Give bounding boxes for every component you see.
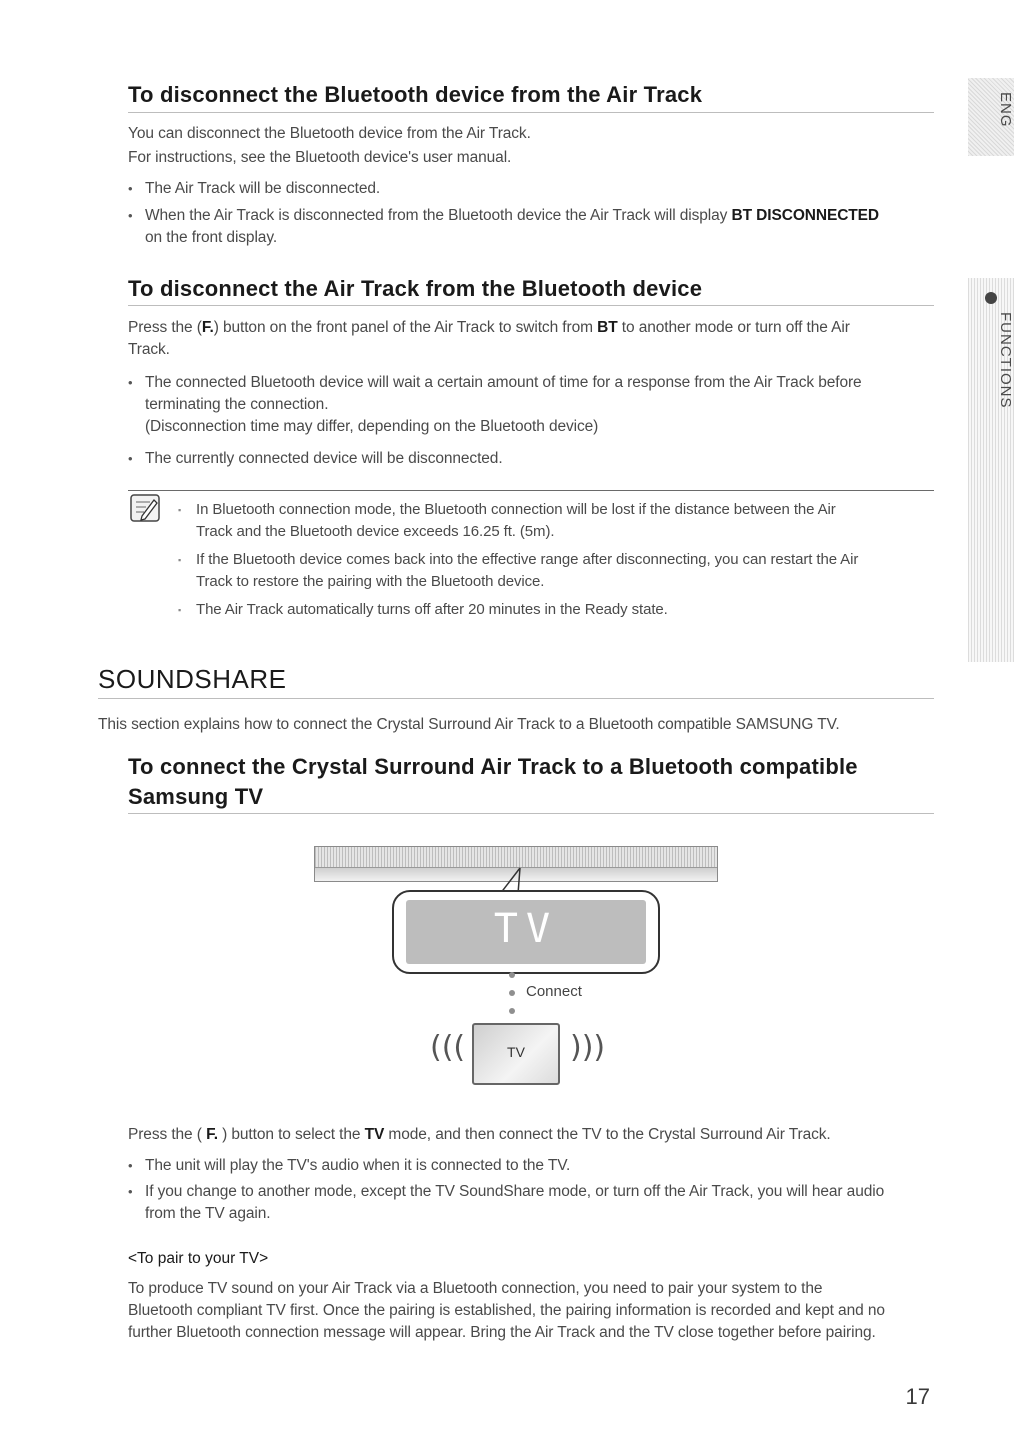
note3: [178, 599, 936, 621]
section2-bullet1-l2: terminating the connection.: [145, 396, 329, 413]
front-display: [406, 900, 646, 964]
section2-bullet1-l1: The connected Bluetooth device will wait a certain amount of time for a response from the Air Track before: [145, 374, 862, 391]
section2-p-line2: Track.: [128, 341, 170, 358]
soundshare-subtitle-l1: To connect the Crystal Surround Air Track to a Bluetooth compatible: [128, 754, 858, 779]
note-pencil-icon: [130, 494, 160, 522]
note2: [178, 549, 936, 593]
note1-l2: Track and the Bluetooth device exceeds 16.25 ft. (5m).: [196, 523, 555, 540]
soundshare-p-mid: ) button to select the: [217, 1126, 365, 1143]
section2-bullet1-l3: (Disconnection time may differ, depending on the Bluetooth device): [145, 418, 599, 435]
f-key-label-2: F.: [206, 1126, 218, 1143]
pair-l1: To produce TV sound on your Air Track via a Bluetooth connection, you need to pair your system to the: [128, 1280, 823, 1297]
front-display-text: TV: [493, 906, 559, 952]
soundshare-paragraph: [128, 1124, 928, 1146]
soundshare-rule: [98, 698, 934, 699]
pair-l3: further Bluetooth connection message will appear. Bring the Air Track and the TV close together before pairing.: [128, 1324, 876, 1341]
section1-bullet2-text: When the Air Track is disconnected from the Bluetooth device the Air Track will display: [145, 207, 732, 224]
soundshare-subtitle-rule: [128, 813, 934, 814]
soundshare-subtitle: [128, 752, 858, 812]
section1-line2: For instructions, see the Bluetooth device's user manual.: [128, 149, 512, 166]
section1-rule: [128, 112, 934, 113]
section2-p-mid: ) button on the front panel of the Air Track to switch from: [213, 319, 598, 336]
note1: [178, 499, 936, 543]
f-key-label: F.: [201, 319, 214, 336]
section1-title: To disconnect the Bluetooth device from the Air Track: [128, 82, 703, 107]
soundshare-subtitle-l2: Samsung TV: [128, 784, 264, 809]
soundshare-bullet1: [128, 1155, 945, 1177]
section2-title: To disconnect the Air Track from the Bluetooth device: [128, 276, 703, 301]
soundshare-heading: SOUNDSHARE: [98, 664, 287, 694]
note2-l2: Track to restore the pairing with the Bluetooth device.: [196, 573, 545, 590]
section1-line1: You can disconnect the Bluetooth device from the Air Track.: [128, 125, 531, 142]
connect-dot: [509, 1008, 515, 1014]
signal-waves-left-icon: (((: [430, 1030, 466, 1065]
bt-keyword: BT: [597, 319, 618, 336]
connect-dot: [509, 990, 515, 996]
bt-disconnected-keyword: BT DISCONNECTED: [731, 207, 879, 224]
section2-paragraph: [128, 317, 928, 361]
section2-rule: [128, 305, 934, 306]
section2-p-pre: Press the (: [128, 319, 202, 336]
note1-l1: In Bluetooth connection mode, the Bluetooth connection will be lost if the distance between the Air: [196, 501, 836, 518]
section1-bullet2-cont: on the front display.: [145, 229, 278, 246]
section2-bullet1: [128, 372, 945, 438]
front-display-callout: [392, 890, 660, 974]
note3-text: The Air Track automatically turns off after 20 minutes in the Ready state.: [196, 601, 668, 618]
note2-l1: If the Bluetooth device comes back into the effective range after disconnecting, you can restart the Air: [196, 551, 859, 568]
section2-p-post: to another mode or turn off the Air: [617, 319, 850, 336]
page-number: 17: [905, 1384, 930, 1409]
pair-l2: Bluetooth compliant TV first. Once the pairing is established, the pairing information is recorded and kept and no: [128, 1302, 885, 1319]
tv-keyword: TV: [364, 1126, 385, 1143]
side-tab-eng-label: ENG: [997, 92, 1014, 128]
soundshare-bullet2: [128, 1181, 945, 1225]
soundshare-bullet2-l1: If you change to another mode, except the TV SoundShare mode, or turn off the Air Track, you will hear audio: [145, 1183, 885, 1200]
connect-dot: [509, 972, 515, 978]
soundshare-p-pre: Press the (: [128, 1126, 207, 1143]
section2-bullet2-text: The currently connected device will be disconnected.: [145, 450, 503, 467]
section1-bullet1-text: The Air Track will be disconnected.: [145, 180, 381, 197]
tv-screen-label: TV: [507, 1044, 525, 1060]
soundshare-intro: This section explains how to connect the Crystal Surround Air Track to a Bluetooth compatible SAMSUNG TV.: [98, 716, 840, 733]
side-tab-functions-label: FUNCTIONS: [997, 312, 1014, 409]
side-tab-bullet-icon: [985, 292, 997, 304]
signal-waves-right-icon: ))): [570, 1030, 606, 1065]
tv-image: [472, 1023, 560, 1085]
soundshare-p-post: mode, and then connect the TV to the Crystal Surround Air Track.: [384, 1126, 831, 1143]
pair-paragraph: [128, 1278, 938, 1344]
soundshare-bullet1-text: The unit will play the TV's audio when it is connected to the TV.: [145, 1157, 571, 1174]
pair-heading: <To pair to your TV>: [128, 1250, 269, 1267]
soundshare-bullet2-l2: from the TV again.: [145, 1205, 271, 1222]
section1-bullet1: [128, 178, 945, 200]
notes-rule: [128, 490, 934, 491]
connect-label: Connect: [526, 983, 582, 1000]
section1-bullet2: [128, 205, 945, 249]
section2-bullet2: [128, 448, 945, 470]
